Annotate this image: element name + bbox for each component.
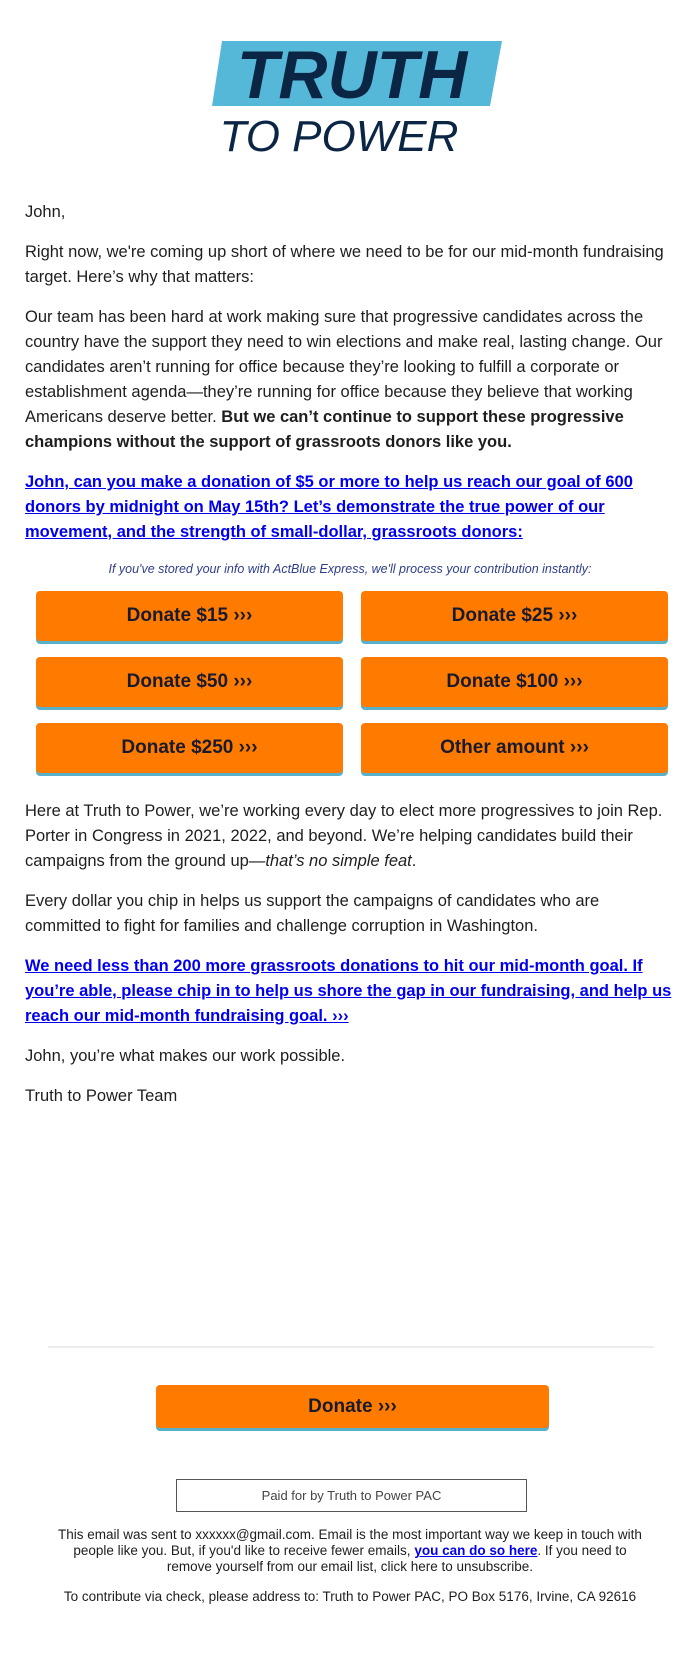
footer-donate-button[interactable]: Donate ››› xyxy=(156,1385,549,1428)
donate-other-amount-button[interactable]: Other amount ››› xyxy=(361,723,668,773)
donate-100-button[interactable]: Donate $100 ››› xyxy=(361,657,668,707)
mid-month-goal-link[interactable]: We need less than 200 more grassroots donations to hit our mid-month goal. If you’re able, please chip in to help us shore the gap in our fundraising, and help us reach our mid-month fundraising goal. ››› xyxy=(25,957,672,1025)
paragraph-closing: John, you’re what makes our work possible. xyxy=(25,1047,346,1065)
donate-15-button[interactable]: Donate $15 ››› xyxy=(36,591,343,641)
donate-25-button[interactable]: Donate $25 ››› xyxy=(361,591,668,641)
paid-for-disclaimer: Paid for by Truth to Power PAC xyxy=(176,1479,527,1512)
fewer-emails-link[interactable]: you can do so here xyxy=(414,1543,538,1558)
after-buttons-section xyxy=(25,799,675,1109)
logo-line-2: TO POWER xyxy=(219,112,459,161)
email-notice xyxy=(50,1527,650,1575)
signature: Truth to Power Team xyxy=(25,1087,178,1105)
paragraph-candidates-text: Our team has been hard at work making sure that progressive candidates across the country have the support they need to win elections and make real, lasting change. Our candidates aren’t running for office because they’re looking to fulfill a corporate or establishment agenda—they’re running for office because they believe that working Americans deserve better. xyxy=(25,308,663,426)
donate-250-button[interactable]: Donate $250 ››› xyxy=(36,723,343,773)
donate-button-grid xyxy=(36,591,668,773)
ask-paragraph xyxy=(25,470,675,545)
paragraph-mission-end: . xyxy=(411,852,417,870)
donate-50-button[interactable]: Donate $50 ››› xyxy=(36,657,343,707)
paragraph-mission-text: Here at Truth to Power, we’re working every day to elect more progressives to join Rep. Porter in Congress in 2021, 2022, and beyond. We’re helping candidates build their campaigns from the ground up— xyxy=(25,802,663,870)
paragraph-mission xyxy=(25,799,675,874)
goal-paragraph xyxy=(25,954,675,1029)
footer-notice xyxy=(50,1527,650,1605)
mailing-address: To contribute via check, please address to: Truth to Power PAC, PO Box 5176, Irvine, CA 92616 xyxy=(63,1589,637,1604)
paragraph-every-dollar: Every dollar you chip in helps us support the campaigns of candidates who are committed to fight for families and challenge corruption in Washington. xyxy=(25,892,600,935)
truth-to-power-logo xyxy=(212,41,502,161)
email-body xyxy=(25,200,675,1124)
footer-divider xyxy=(48,1346,654,1348)
logo-line-1: TRUTH xyxy=(236,41,468,113)
paragraph-mission-italic: that’s no simple feat xyxy=(265,852,412,870)
donation-ask-link[interactable]: John, can you make a donation of $5 or more to help us reach our goal of 600 donors by midnight on May 15th? Let’s demonstrate the true power of our movement, and the strength of small-dollar, grassroots donors: xyxy=(25,473,633,541)
actblue-express-note: If you've stored your info with ActBlue Express, we'll process your contribution instantly: xyxy=(108,562,592,576)
paragraph-candidates xyxy=(25,305,675,455)
notice-text-before: This email was sent to xxxxxx@gmail.com. Email is the most important way we keep in touch with people like you. But, if you'd like to receive fewer emails, xyxy=(58,1527,642,1558)
greeting: John, xyxy=(25,203,66,221)
notice-text-after: . If you need to remove yourself from our email list, click here to unsubscribe. xyxy=(166,1543,627,1574)
paragraph-intro: Right now, we're coming up short of where we need to be for our mid-month fundraising target. Here’s why that matters: xyxy=(25,243,664,286)
paragraph-candidates-bold: But we can’t continue to support these progressive champions without the support of grassroots donors like you. xyxy=(25,408,624,451)
